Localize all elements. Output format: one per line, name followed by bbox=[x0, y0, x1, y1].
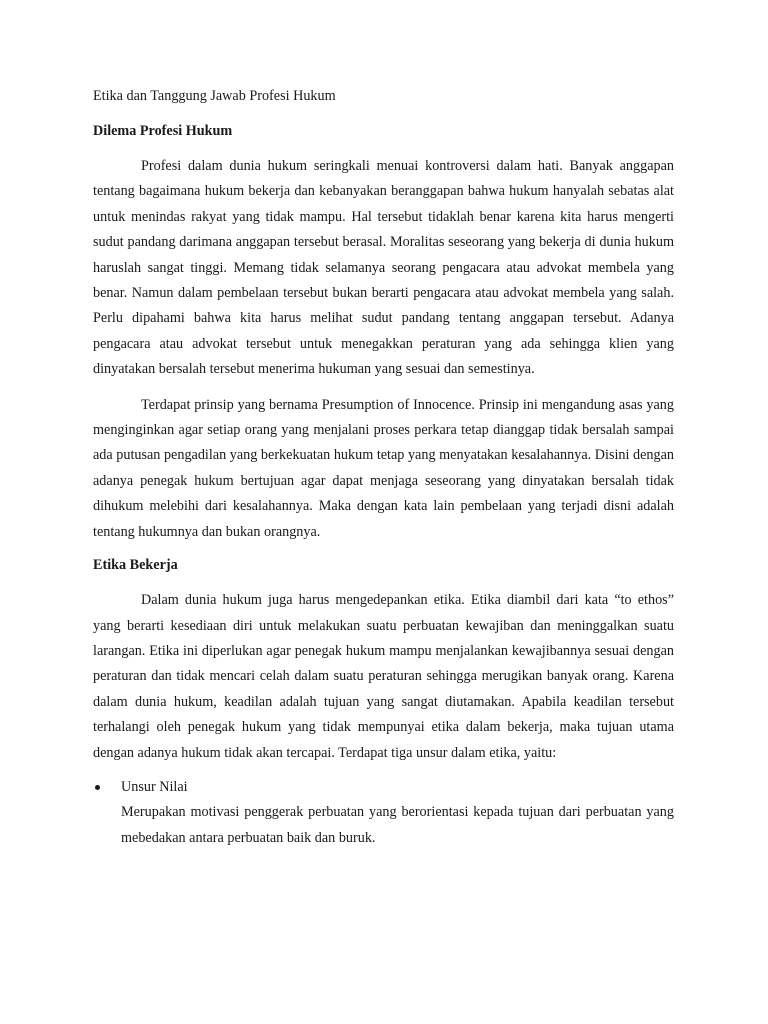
section-dilema-profesi-hukum bbox=[93, 121, 674, 545]
bullet-list bbox=[93, 776, 674, 851]
paragraph: Profesi dalam dunia hukum seringkali menuai kontroversi dalam hati. Banyak anggapan tentang bagaimana hukum bekerja dan kebanyakan beranggapan bahwa hukum hanyalah sebatas alat untuk menindas rakyat yang tidak mampu. Hal tersebut tidaklah benar karena kita harus mengerti sudut pandang darimana anggapan tersebut berasal. Moralitas seseorang yang bekerja di dunia hukum haruslah sangat tinggi. Memang tidak selamanya seorang pengacara atau advokat membela yang benar. Namun dalam pembelaan tersebut bukan berarti pengacara atau advokat membela yang salah. Perlu dipahami bahwa kita harus melihat sudut pandang tentang anggapan tersebut. Adanya pengacara atau advokat tersebut untuk menegakkan peraturan yang ada sehingga klien yang dinyatakan bersalah tersebut menerima hukuman yang sesuai dan semestinya. bbox=[93, 158, 674, 378]
bullet-description: Merupakan motivasi penggerak perbuatan yang berorientasi kepada tujuan dari perbuatan yang mebedakan antara perbuatan baik dan buruk. bbox=[121, 803, 674, 846]
paragraph: Dalam dunia hukum juga harus mengedepankan etika. Etika diambil dari kata “to ethos” yang berarti kesediaan diri untuk melakukan suatu perbuatan kewajiban dan meninggalkan suatu larangan. Etika ini diperlukan agar penegak hukum mampu menjalankan kewajibannya sesuai dengan peraturan dan tidak mencari celah dalam suatu peraturan sehingga merugikan banyak orang. Karena dalam dunia hukum, keadilan adalah tujuan yang sangat diutamakan. Apabila keadilan tersebut terhalangi oleh penegak hukum yang tidak mempunyai etika dalam bekerja, maka tujuan utama dengan adanya hukum tidak akan tercapai. Terdapat tiga unsur dalam etika, yaitu: bbox=[93, 592, 674, 761]
bullet-label: Unsur Nilai bbox=[121, 778, 188, 795]
document-page bbox=[93, 86, 674, 851]
bullet-icon bbox=[95, 785, 100, 790]
document-title: Etika dan Tanggung Jawab Profesi Hukum bbox=[93, 88, 336, 104]
list-item bbox=[93, 776, 674, 851]
section-heading: Etika Bekerja bbox=[93, 557, 178, 574]
section-etika-bekerja bbox=[93, 555, 674, 851]
section-heading: Dilema Profesi Hukum bbox=[93, 123, 233, 139]
paragraph: Terdapat prinsip yang bernama Presumption of Innocence. Prinsip ini mengandung asas yang menginginkan agar setiap orang yang menjalani proses perkara tetap dianggap tidak bersalah sampai ada putusan pengadilan yang berkekuatan hukum tetap yang menyatakan kesalahannya. Disini dengan adanya penegak hukum bertujuan agar dapat menjaga seseorang yang dinyatakan bersalah tidak dihukum melebihi dari kesalahannya. Maka dengan kata lain pembelaan yang terjadi disni adalah tentang hukumnya dan bukan orangnya. bbox=[93, 396, 674, 540]
